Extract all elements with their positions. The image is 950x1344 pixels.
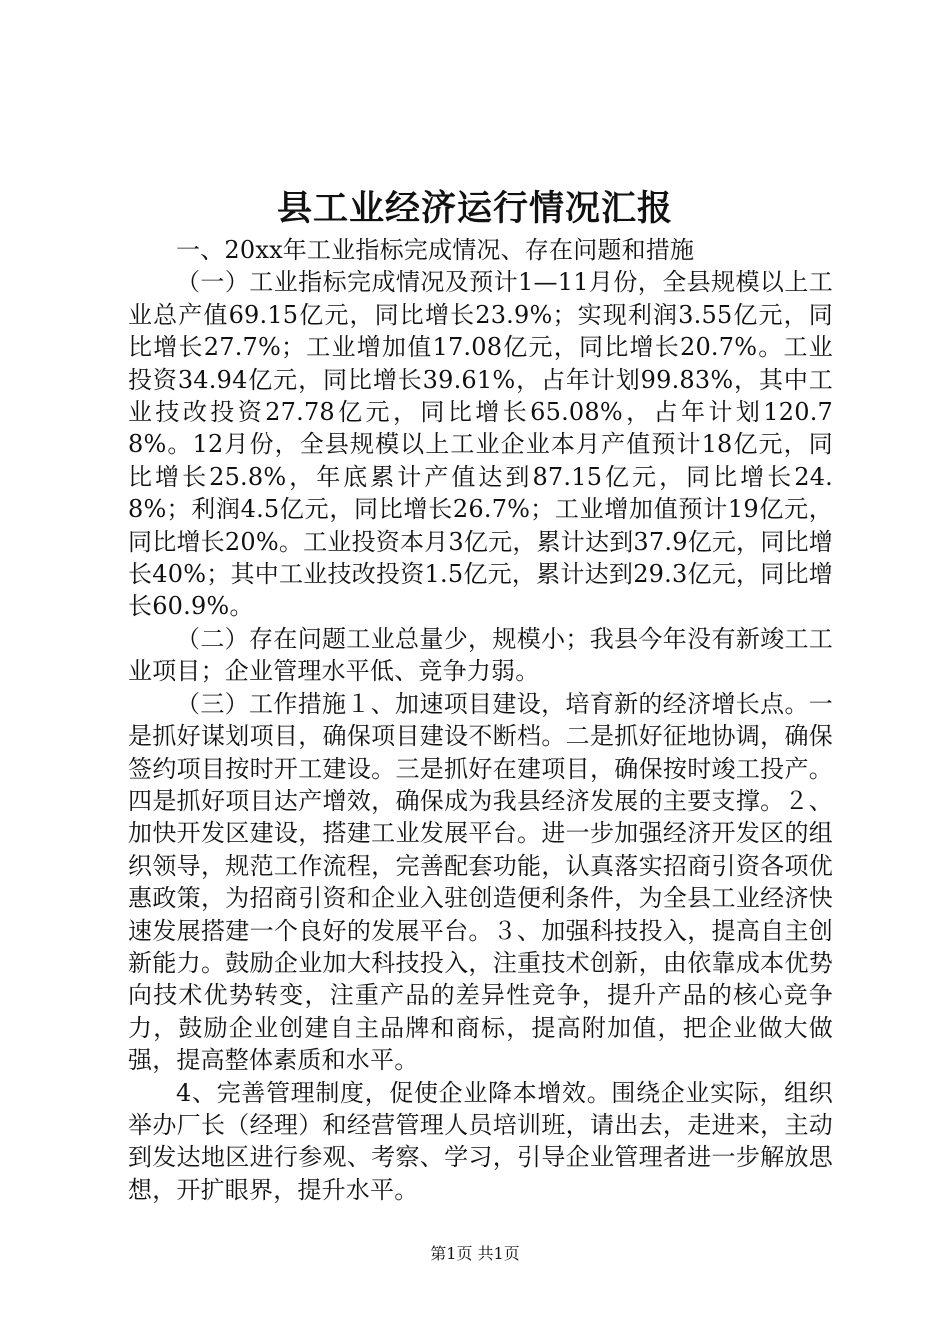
page-footer: 第1页 共1页 — [430, 1244, 520, 1263]
document-body — [128, 234, 833, 1206]
paragraph-measures: （三）工作措施１、加速项目建设，培育新的经济增长点。一是抓好谋划项目，确保项目建设不断档。二是抓好征地协调，确保签约项目按时开工建设。三是抓好在建项目，确保按时竣工投产。四是抓好项目达产增效，确保成为我县经济发展的主要支撑。２、加快开发区建设，搭建工业发展平台。进一步加强经济开发区的组织领导，规范工作流程，完善配套功能，认真落实招商引资各项优惠政策，为招商引资和企业入驻创造便利条件，为全县工业经济快速发展搭建一个良好的发展平台。３、加强科技投入，提高自主创新能力。鼓励企业加大科技投入，注重技术创新，由依靠成本优势向技术优势转变，注重产品的差异性竞争，提升产品的核心竞争力，鼓励企业创建自主品牌和商标，提高附加值，把企业做大做强，提高整体素质和水平。 — [128, 689, 833, 1075]
paragraph-problems: （二）存在问题工业总量少，规模小；我县今年没有新竣工工业项目；企业管理水平低、竞争力弱。 — [128, 624, 833, 686]
paragraph-indicators: （一）工业指标完成情况及预计1—11月份，全县规模以上工业总产值69.15亿元，同比增长23.9%；实现利润3.55亿元，同比增长27.7%；工业增加值17.08亿元，同比增长20.7%。工业投资34.94亿元，同比增长39.61%，占年计划99.83%，其中工业技改投资27.78亿元，同比增长65.08%，占年计划120.78%。12月份，全县规模以上工业企业本月产值预计18亿元，同比增长25.8%，年底累计产值达到87.15亿元，同比增长24.8%；利润4.5亿元，同比增长26.7%；工业增加值预计19亿元，同比增长20%。工业投资本月3亿元，累计达到37.9亿元，同比增长40%；其中工业技改投资1.5亿元，累计达到29.3亿元，同比增长60.9%。 — [128, 268, 833, 621]
paragraph-management: 4、完善管理制度，促使企业降本增效。围绕企业实际，组织举办厂长（经理）和经营管理人员培训班，请出去，走进来，主动到发达地区进行参观、考察、学习，引导企业管理者进一步解放思想，开扩眼界，提升水平。 — [128, 1078, 833, 1204]
section-heading: 一、20xx年工业指标完成情况、存在问题和措施 — [176, 236, 695, 264]
document-title: 县工业经济运行情况汇报 — [276, 188, 673, 229]
